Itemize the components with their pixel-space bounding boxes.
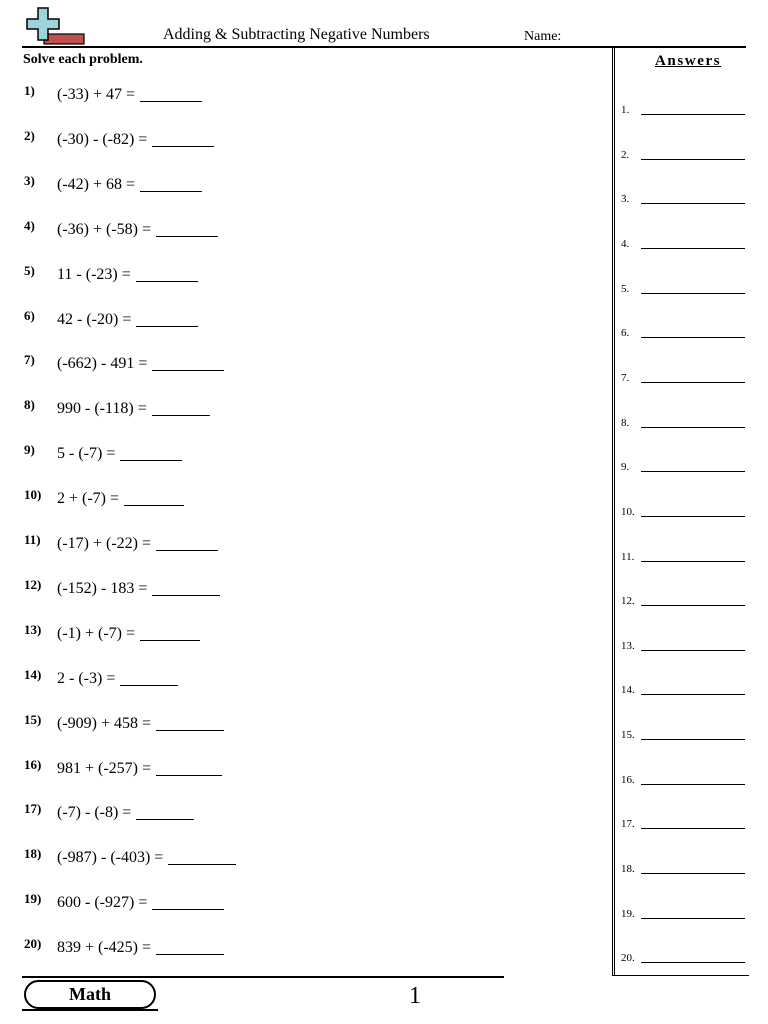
problem-text: (-7) - (-8) =: [57, 804, 132, 822]
problem-expression: [57, 715, 224, 733]
subject-tab: [22, 980, 158, 1011]
answer-number: 20.: [621, 952, 635, 965]
problem-number: 3): [24, 172, 35, 188]
subject-label: Math: [24, 980, 156, 1009]
answer-row: [621, 551, 745, 565]
problem-expression: [57, 490, 184, 508]
answer-blank[interactable]: [140, 639, 200, 641]
problem-number: 6): [24, 307, 35, 323]
problem-number: 7): [24, 352, 35, 368]
answer-row: [621, 774, 745, 788]
answer-blank[interactable]: [152, 414, 210, 416]
problem-number: 19): [24, 891, 42, 907]
answer-line[interactable]: [641, 605, 745, 606]
problem-text: (-152) - 183 =: [57, 579, 148, 597]
answer-line[interactable]: [641, 382, 745, 383]
answer-number: 16.: [621, 773, 635, 786]
problem-number: 1): [24, 83, 35, 98]
problem-expression: [57, 760, 222, 778]
answer-blank[interactable]: [136, 280, 198, 282]
answer-number: 2.: [621, 148, 630, 161]
answer-blank[interactable]: [124, 504, 184, 506]
answer-row: [621, 640, 745, 654]
answer-blank[interactable]: [140, 100, 202, 102]
problem-text: (-30) - (-82) =: [57, 130, 148, 148]
answer-blank[interactable]: [156, 774, 222, 776]
answer-line[interactable]: [641, 828, 745, 829]
problem-number: 15): [24, 711, 42, 727]
page-number: 1: [409, 983, 421, 1009]
answer-row: [621, 506, 745, 520]
problem-number: 16): [24, 756, 42, 772]
problem-expression: [57, 580, 220, 598]
problem-expression: [57, 266, 198, 284]
answer-number: 7.: [621, 371, 630, 384]
instructions: Solve each problem.: [23, 52, 143, 67]
problem-expression: [57, 86, 202, 104]
problem-expression: [57, 894, 224, 912]
answer-blank[interactable]: [156, 953, 224, 955]
worksheet-title: Adding & Subtracting Negative Numbers: [163, 26, 430, 43]
answer-number: 13.: [621, 639, 635, 652]
answer-number: 11.: [621, 550, 635, 563]
answer-number: 18.: [621, 863, 635, 876]
problem-text: (-33) + 47 =: [57, 86, 136, 103]
problem-expression: [57, 221, 218, 239]
answer-number: 8.: [621, 416, 630, 429]
problem-text: (-909) + 458 =: [57, 714, 152, 732]
answer-number: 15.: [621, 729, 635, 742]
problem-number: 5): [24, 262, 35, 278]
answer-line[interactable]: [641, 873, 745, 874]
problem-number: 14): [24, 666, 42, 682]
problem-number: 8): [24, 397, 35, 413]
answer-line[interactable]: [641, 739, 745, 740]
answer-number: 14.: [621, 684, 635, 697]
answer-blank[interactable]: [168, 863, 236, 865]
answer-number: 17.: [621, 818, 635, 831]
problem-number: 18): [24, 846, 42, 862]
answer-line[interactable]: [641, 561, 745, 562]
answer-row: [621, 729, 745, 743]
answer-line[interactable]: [641, 650, 745, 651]
problem-expression: [57, 445, 182, 463]
answer-number: 10.: [621, 505, 635, 518]
problem-number: 2): [24, 127, 35, 143]
answer-line[interactable]: [641, 962, 745, 963]
answer-line[interactable]: [641, 694, 745, 695]
problem-expression: [57, 400, 210, 418]
answer-line[interactable]: [641, 427, 745, 428]
answer-number: 4.: [621, 237, 630, 250]
answer-row: [621, 327, 745, 341]
answer-number: 19.: [621, 907, 635, 920]
answer-blank[interactable]: [136, 325, 198, 327]
answer-row: [621, 193, 745, 207]
answer-row: [621, 908, 745, 922]
problem-text: 42 - (-20) =: [57, 310, 132, 328]
answer-number: 1.: [621, 104, 630, 116]
problem-number: 17): [24, 801, 42, 817]
answer-row: [621, 684, 745, 698]
answer-blank[interactable]: [156, 729, 224, 731]
answer-blank[interactable]: [140, 190, 202, 192]
answer-blank[interactable]: [152, 908, 224, 910]
answer-number: 6.: [621, 327, 630, 340]
answer-line[interactable]: [641, 159, 745, 160]
problem-expression: [57, 670, 178, 688]
answer-row: [621, 149, 745, 163]
answer-line[interactable]: [641, 516, 745, 517]
answer-row: [621, 104, 745, 118]
answer-line[interactable]: [641, 248, 745, 249]
problem-expression: [57, 311, 198, 329]
answer-blank[interactable]: [136, 818, 194, 820]
problem-expression: [57, 625, 200, 643]
answer-blank[interactable]: [156, 235, 218, 237]
problem-number: 10): [24, 487, 42, 503]
answers-title: Answers: [655, 53, 722, 69]
answer-row: [621, 863, 745, 877]
problem-text: (-36) + (-58) =: [57, 220, 152, 238]
problem-expression: [57, 939, 224, 957]
problem-text: 11 - (-23) =: [57, 265, 131, 283]
answer-row: [621, 238, 745, 252]
problem-text: (-17) + (-22) =: [57, 535, 152, 552]
answer-row: [621, 952, 745, 966]
footer-rule: [22, 976, 504, 978]
answer-number: 12.: [621, 595, 635, 608]
answer-row: [621, 818, 745, 832]
answer-line[interactable]: [641, 784, 745, 785]
problem-expression: [57, 176, 202, 194]
problem-text: (-987) - (-403) =: [57, 849, 164, 867]
problem-text: (-1) + (-7) =: [57, 624, 136, 642]
problem-number: 20): [24, 936, 42, 952]
answer-row: [621, 372, 745, 386]
problem-expression: [57, 355, 224, 373]
answer-number: 5.: [621, 282, 630, 295]
answer-line[interactable]: [641, 471, 745, 472]
problem-text: 2 + (-7) =: [57, 490, 120, 508]
answer-blank[interactable]: [120, 459, 182, 461]
problem-text: 981 + (-257) =: [57, 759, 152, 777]
problem-number: 11): [24, 532, 41, 547]
answer-blank[interactable]: [152, 145, 214, 147]
problem-text: (-42) + 68 =: [57, 175, 136, 193]
problem-text: 600 - (-927) =: [57, 894, 148, 912]
problem-number: 9): [24, 442, 35, 458]
answer-line[interactable]: [641, 203, 745, 204]
problem-expression: [57, 849, 236, 867]
answer-number: 9.: [621, 461, 630, 474]
answer-blank[interactable]: [120, 684, 178, 686]
answer-number: 3.: [621, 193, 630, 206]
answer-line[interactable]: [641, 114, 745, 115]
problem-number: 12): [24, 576, 42, 592]
problem-number: 13): [24, 621, 42, 637]
answer-blank[interactable]: [156, 549, 218, 551]
answer-blank[interactable]: [152, 369, 224, 371]
problem-expression: [57, 804, 194, 822]
answer-row: [621, 417, 745, 431]
answer-line[interactable]: [641, 918, 745, 919]
problem-expression: [57, 131, 214, 149]
problem-text: 990 - (-118) =: [57, 400, 147, 418]
name-label: Name:: [524, 29, 562, 44]
answer-blank[interactable]: [152, 594, 220, 596]
answer-row: [621, 461, 745, 475]
answer-line[interactable]: [641, 337, 745, 338]
problem-expression: [57, 535, 218, 553]
problem-text: (-662) - 491 =: [57, 355, 148, 373]
answer-row: [621, 283, 745, 297]
plus-minus-logo-icon: [22, 6, 88, 46]
problem-text: 839 + (-425) =: [57, 939, 152, 957]
answer-line[interactable]: [641, 293, 745, 294]
problem-text: 2 - (-3) =: [57, 669, 116, 687]
problem-text: 5 - (-7) =: [57, 445, 116, 463]
answer-row: [621, 595, 745, 609]
problem-number: 4): [24, 217, 35, 233]
